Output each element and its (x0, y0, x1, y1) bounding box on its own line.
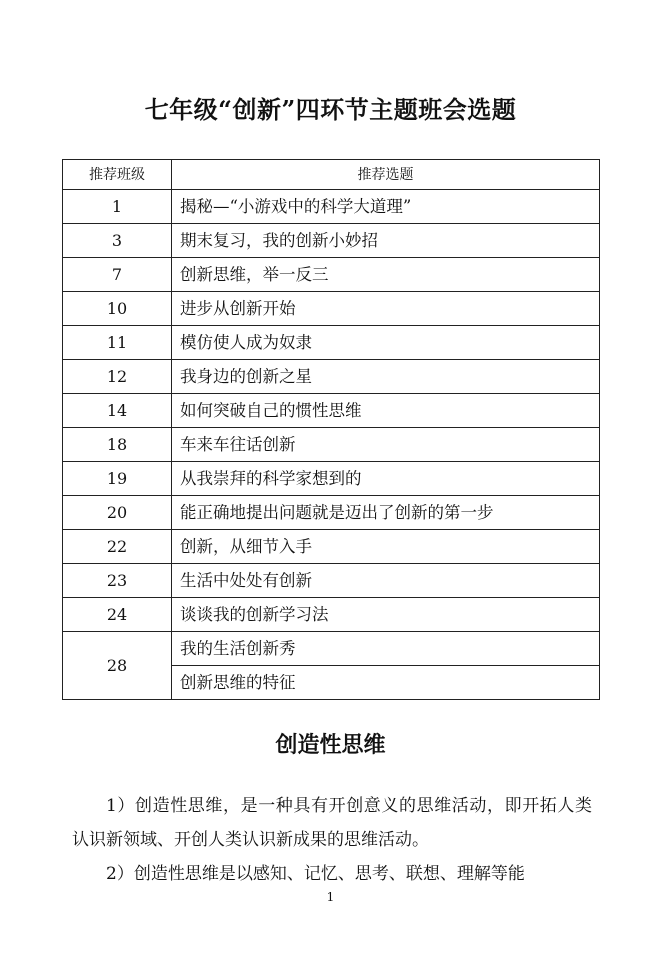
class-cell: 22 (63, 530, 172, 564)
class-cell: 18 (63, 428, 172, 462)
topic-cell: 能正确地提出问题就是迈出了创新的第一步 (172, 496, 600, 530)
topic-cell: 我身边的创新之星 (172, 360, 600, 394)
topic-cell: 创新思维的特征 (172, 666, 600, 700)
paragraph-1: 1）创造性思维，是一种具有开创意义的思维活动，即开拓人类认识新领域、开创人类认识新成果的思维活动。 (72, 796, 592, 850)
table-row (63, 564, 600, 598)
class-cell: 20 (63, 496, 172, 530)
table-row (63, 360, 600, 394)
topic-cell: 从我崇拜的科学家想到的 (172, 462, 600, 496)
topic-cell: 揭秘—“小游戏中的科学大道理” (172, 190, 600, 224)
class-cell: 1 (63, 190, 172, 224)
topic-table (62, 159, 600, 700)
table-row (63, 258, 600, 292)
column-header-topic: 推荐选题 (172, 160, 600, 190)
table-row (63, 394, 600, 428)
column-header-class: 推荐班级 (63, 160, 172, 190)
class-cell: 28 (63, 632, 172, 700)
table-header-row (63, 160, 600, 190)
class-cell: 10 (63, 292, 172, 326)
table-row (63, 496, 600, 530)
topic-cell: 创新，从细节入手 (172, 530, 600, 564)
class-cell: 3 (63, 224, 172, 258)
topic-cell: 创新思维，举一反三 (172, 258, 600, 292)
table-row (63, 428, 600, 462)
topic-cell: 期末复习，我的创新小妙招 (172, 224, 600, 258)
table-row (63, 326, 600, 360)
class-cell: 23 (63, 564, 172, 598)
class-cell: 19 (63, 462, 172, 496)
table-row (63, 530, 600, 564)
class-cell: 24 (63, 598, 172, 632)
table-row (63, 292, 600, 326)
section-heading: 创造性思维 (275, 732, 386, 758)
class-cell: 7 (63, 258, 172, 292)
table-row (63, 462, 600, 496)
page-number: 1 (326, 890, 335, 904)
topic-cell: 我的生活创新秀 (172, 632, 600, 666)
topic-cell: 模仿使人成为奴隶 (172, 326, 600, 360)
document-title: 七年级“创新”四环节主题班会选题 (144, 95, 517, 124)
topic-cell: 如何突破自己的惯性思维 (172, 394, 600, 428)
topic-cell: 谈谈我的创新学习法 (172, 598, 600, 632)
class-cell: 11 (63, 326, 172, 360)
class-cell: 12 (63, 360, 172, 394)
paragraph-2: 2）创造性思维是以感知、记忆、思考、联想、理解等能 (106, 864, 525, 884)
class-cell: 14 (63, 394, 172, 428)
table-row (63, 224, 600, 258)
table-row (63, 190, 600, 224)
table-row (63, 632, 600, 666)
topic-cell: 进步从创新开始 (172, 292, 600, 326)
table-row (63, 598, 600, 632)
table-body (63, 190, 600, 700)
topic-cell: 车来车往话创新 (172, 428, 600, 462)
topic-cell: 生活中处处有创新 (172, 564, 600, 598)
